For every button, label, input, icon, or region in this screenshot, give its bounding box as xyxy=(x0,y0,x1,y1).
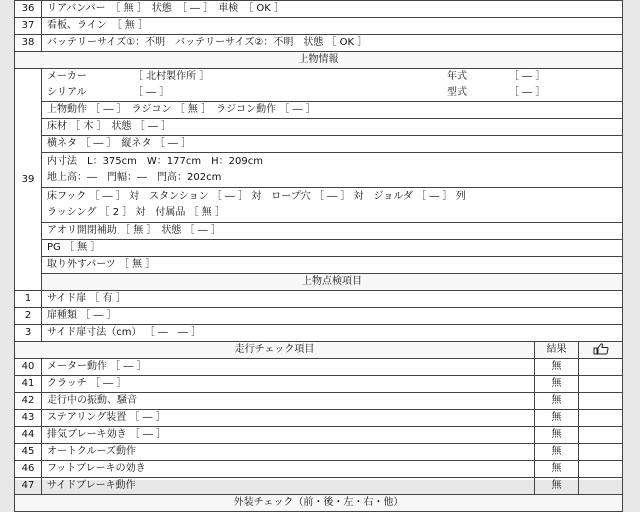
row-number: 39 xyxy=(15,69,42,291)
result-value: 無 xyxy=(535,359,579,376)
table-row xyxy=(15,376,623,393)
row-number: 43 xyxy=(15,410,42,427)
inspection-table xyxy=(14,0,623,512)
row-text: フットブレーキの効き xyxy=(42,461,535,478)
result-value: 無 xyxy=(535,410,579,427)
check-cell xyxy=(579,359,623,376)
pg-text: PG ［ 無 ］ xyxy=(42,240,623,257)
door-dimensions: 地上高：― 門幅：― 門高：202cm xyxy=(47,172,222,183)
model-value: ［ ― ］ xyxy=(509,87,546,98)
table-row xyxy=(15,69,623,102)
section-header-row xyxy=(15,52,623,69)
check-cell xyxy=(579,427,623,444)
table-row xyxy=(15,427,623,444)
row-text: 走行中の振動、騒音 xyxy=(42,393,535,410)
check-cell xyxy=(579,410,623,427)
result-value: 無 xyxy=(535,444,579,461)
row-number: 47 xyxy=(15,478,42,495)
row-number: 45 xyxy=(15,444,42,461)
row-number: 46 xyxy=(15,461,42,478)
row-number: 40 xyxy=(15,359,42,376)
result-value: 無 xyxy=(535,478,579,495)
result-value: 無 xyxy=(535,461,579,478)
floor-text: 床材 ［ 木 ］ 状態 ［ ― ］ xyxy=(42,119,623,136)
inner-dimensions: 内寸法 L：375cm W：177cm H：209cm xyxy=(47,156,263,167)
row-number: 1 xyxy=(15,291,42,308)
table-row xyxy=(15,1,623,18)
hooks-text: 床フック ［ ― ］ 対 スタンション ［ ― ］ 対 ロープ穴 ［ ― ］ 対 ジョルダ ［ ― ］ 列 xyxy=(47,191,466,202)
check-cell xyxy=(579,461,623,478)
row-number: 44 xyxy=(15,427,42,444)
dimensions-cell xyxy=(42,153,623,188)
row-text: サイド扉寸法（cm） ［ ― ― ］ xyxy=(42,325,623,342)
table-row xyxy=(15,119,623,136)
check-cell xyxy=(579,478,623,495)
operation-text: 上物動作 ［ ― ］ ラジコン ［ 無 ］ ラジコン動作 ［ ― ］ xyxy=(42,102,623,119)
aori-text: アオリ開閉補助 ［ 無 ］ 状態 ［ ― ］ xyxy=(42,223,623,240)
lashing-text: ラッシング ［ 2 ］ 対 付属品 ［ 無 ］ xyxy=(47,207,225,218)
serial-label: シリアル xyxy=(47,87,87,98)
table-row xyxy=(15,35,623,52)
section-header-row xyxy=(15,495,623,512)
row-text: メーター動作 ［ ― ］ xyxy=(42,359,535,376)
table-row xyxy=(15,461,623,478)
table-row xyxy=(15,257,623,274)
table-row xyxy=(15,240,623,257)
inspection-sheet xyxy=(14,0,622,508)
removable-parts-text: 取り外すパーツ ［ 無 ］ xyxy=(42,257,623,274)
row-text: 排気ブレーキ効き ［ ― ］ xyxy=(42,427,535,444)
table-row xyxy=(15,478,623,495)
row-text: クラッチ ［ ― ］ xyxy=(42,376,535,393)
result-value: 無 xyxy=(535,427,579,444)
exterior-check-header: 外装チェック（前・後・左・右・他） xyxy=(15,495,623,512)
maker-serial-cell xyxy=(42,69,623,102)
result-header: 結果 xyxy=(535,342,579,359)
row-text: 看板、ライン ［ 無 ］ xyxy=(42,18,623,35)
year-label: 年式 xyxy=(447,71,467,82)
table-row xyxy=(15,444,623,461)
thumb-cell xyxy=(579,342,623,359)
table-row xyxy=(15,136,623,153)
model-label: 型式 xyxy=(447,87,467,98)
row-number: 36 xyxy=(15,1,42,18)
result-value: 無 xyxy=(535,376,579,393)
row-text: 扉種類 ［ ― ］ xyxy=(42,308,623,325)
hooks-cell xyxy=(42,188,623,223)
table-row xyxy=(15,223,623,240)
section-header-row xyxy=(15,342,623,359)
table-row xyxy=(15,153,623,188)
row-text: リアバンパー ［ 無 ］ 状態 ［ ― ］ 車検 ［ OK ］ xyxy=(42,1,623,18)
maker-value: ［ 北村製作所 ］ xyxy=(133,71,210,82)
thumbs-up-icon xyxy=(593,343,609,355)
row-number: 2 xyxy=(15,308,42,325)
table-row xyxy=(15,188,623,223)
row-number: 41 xyxy=(15,376,42,393)
table-row xyxy=(15,410,623,427)
table-row xyxy=(15,291,623,308)
row-text: バッテリーサイズ①：不明 バッテリーサイズ②：不明 状態 ［ OK ］ xyxy=(42,35,623,52)
table-row xyxy=(15,102,623,119)
check-cell xyxy=(579,444,623,461)
uwamono-info-header: 上物情報 xyxy=(15,52,623,69)
drive-check-header: 走行チェック項目 xyxy=(15,342,535,359)
check-cell xyxy=(579,393,623,410)
result-value: 無 xyxy=(535,393,579,410)
table-row xyxy=(15,308,623,325)
year-value: ［ ― ］ xyxy=(509,71,546,82)
uwamono-inspect-header: 上物点検項目 xyxy=(42,274,623,291)
table-row xyxy=(15,393,623,410)
serial-value: ［ ― ］ xyxy=(133,87,170,98)
check-cell xyxy=(579,376,623,393)
table-row xyxy=(15,359,623,376)
table-row xyxy=(15,325,623,342)
row-number: 37 xyxy=(15,18,42,35)
neta-text: 横ネタ ［ ― ］ 縦ネタ ［ ― ］ xyxy=(42,136,623,153)
maker-label: メーカー xyxy=(47,71,87,82)
row-number: 38 xyxy=(15,35,42,52)
row-text: サイド扉 ［ 有 ］ xyxy=(42,291,623,308)
row-text: ステアリング装置 ［ ― ］ xyxy=(42,410,535,427)
row-text: サイドブレーキ動作 xyxy=(42,478,535,495)
row-number: 42 xyxy=(15,393,42,410)
row-number: 3 xyxy=(15,325,42,342)
row-text: オートクルーズ動作 xyxy=(42,444,535,461)
section-header-row xyxy=(15,274,623,291)
table-row xyxy=(15,18,623,35)
